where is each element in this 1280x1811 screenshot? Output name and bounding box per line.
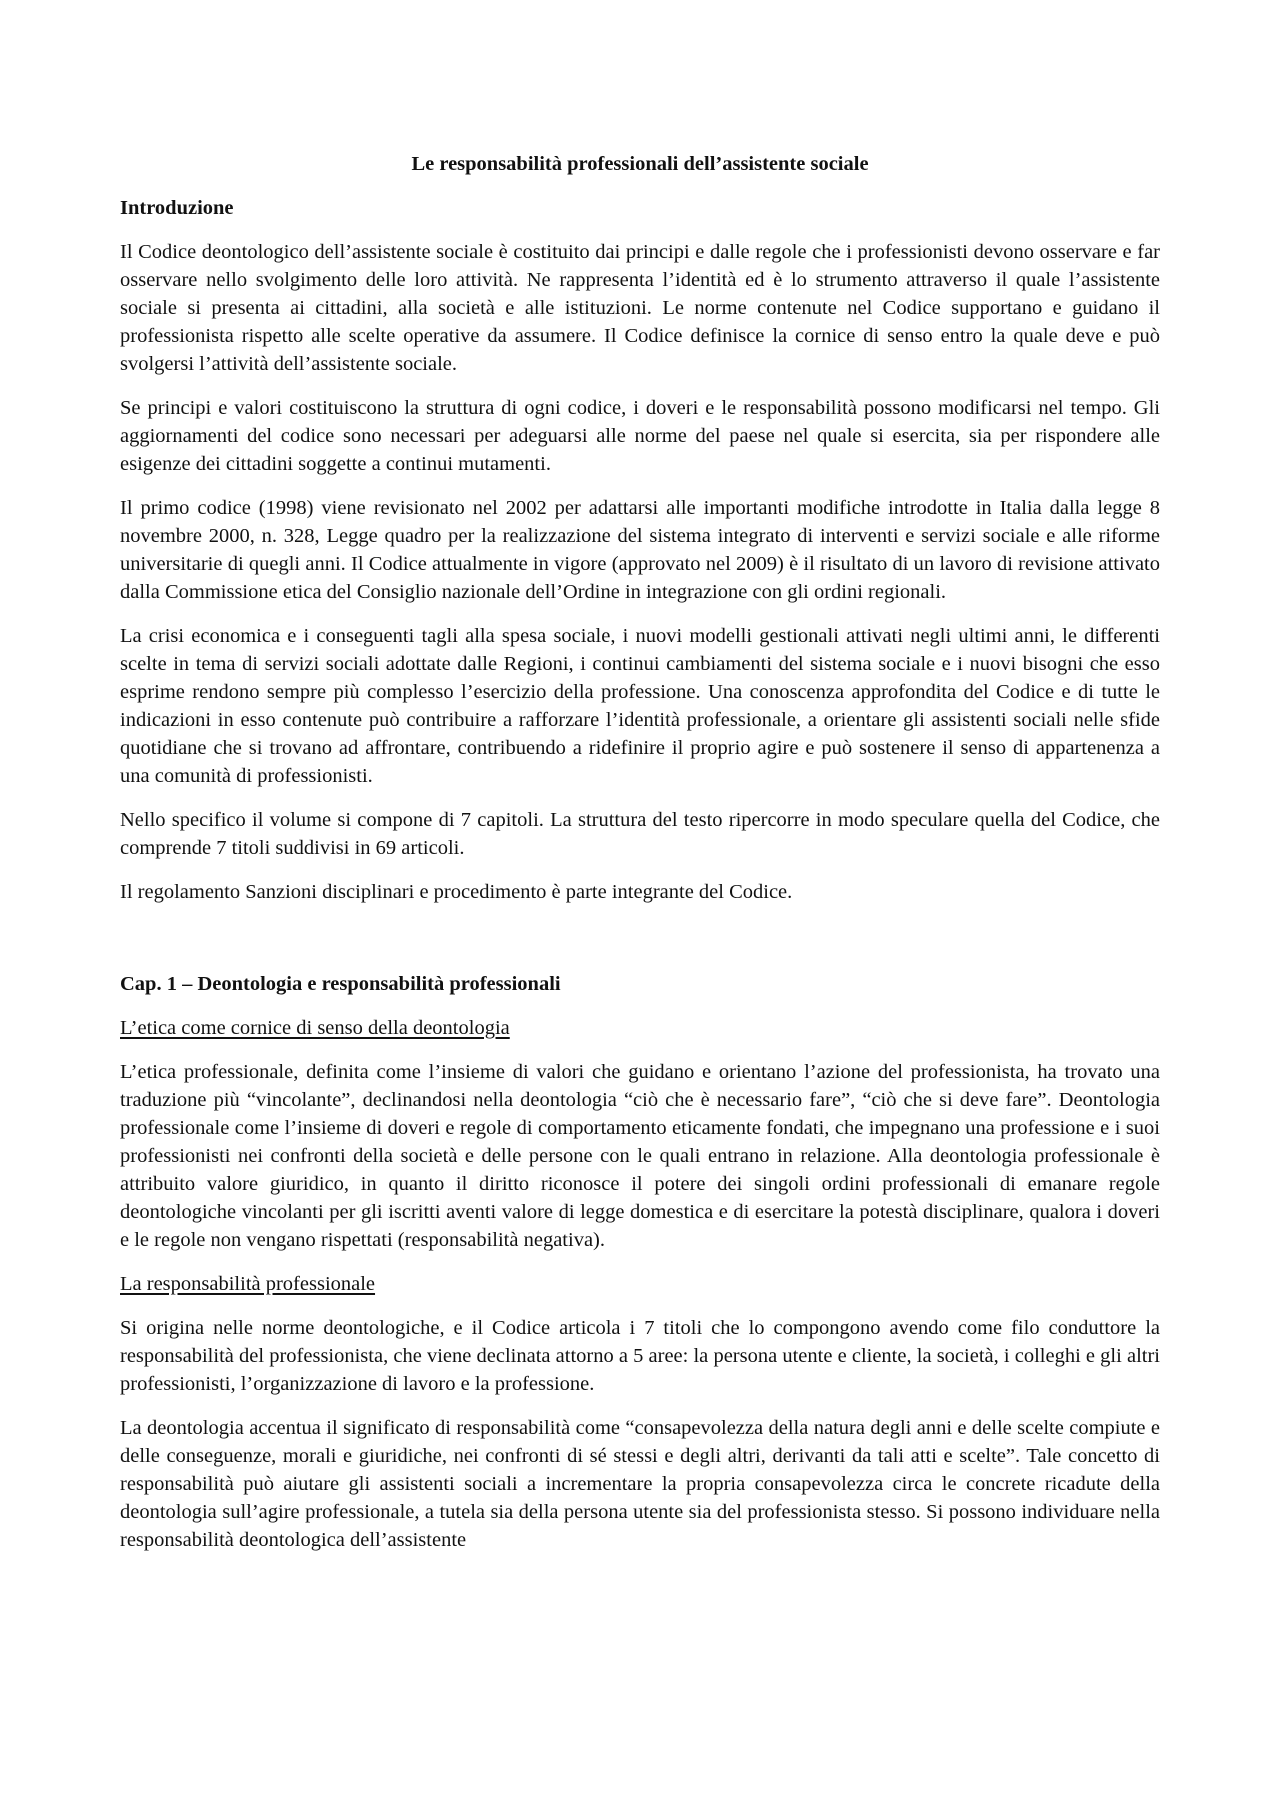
section-responsibility-paragraph-1: Si origina nelle norme deontologiche, e il Codice articola i 7 titoli che lo compongono avendo come filo conduttore la responsabilità del professionista, che viene declinata attorno a 5 aree: la persona utente e cliente, la società, i colleghi e gli altri professionisti, l’organizzazione di lavoro e la professione. bbox=[120, 1317, 1160, 1395]
document-title: Le responsabilità professionali dell’assistente sociale bbox=[411, 153, 869, 175]
intro-paragraph-3: Il primo codice (1998) viene revisionato nel 2002 per adattarsi alle importanti modifiche introdotte in Italia dalla legge 8 novembre 2000, n. 328, Legge quadro per la realizzazione del sistema integrato di interventi e servizi sociale e alle riforme universitarie di quegli anni. Il Codice attualmente in vigore (approvato nel 2009) è il risultato di un lavoro di revisione attivato dalla Commissione etica del Consiglio nazionale dell’Ordine in integrazione con gli ordini regionali. bbox=[120, 497, 1160, 603]
intro-heading: Introduzione bbox=[120, 197, 234, 219]
intro-paragraph-6: Il regolamento Sanzioni disciplinari e procedimento è parte integrante del Codice. bbox=[120, 881, 793, 903]
section-heading-responsibility: La responsabilità professionale bbox=[120, 1273, 376, 1295]
intro-paragraph-2: Se principi e valori costituiscono la struttura di ogni codice, i doveri e le responsabilità possono modificarsi nel tempo. Gli aggiornamenti del codice sono necessari per adeguarsi alle norme del paese nel quale si esercita, sia per rispondere alle esigenze dei cittadini soggette a continui mutamenti. bbox=[120, 397, 1160, 475]
intro-paragraph-1: Il Codice deontologico dell’assistente sociale è costituito dai principi e dalle regole che i professionisti devono osservare e far osservare nello svolgimento delle loro attività. Ne rappresenta l’identità ed è lo strumento attraverso il quale l’assistente sociale si presenta ai cittadini, alla società e alle istituzioni. Le norme contenute nel Codice supportano e guidano il professionista rispetto alle scelte operative da assumere. Il Codice definisce la cornice di senso entro la quale deve e può svolgersi l’attività dell’assistente sociale. bbox=[120, 241, 1160, 375]
chapter-heading: Cap. 1 – Deontologia e responsabilità professionali bbox=[120, 973, 561, 995]
section-ethics-paragraph: L’etica professionale, definita come l’insieme di valori che guidano e orientano l’azione del professionista, ha trovato una traduzione più “vincolante”, declinandosi nella deontologia “ciò che è necessario fare”, “ciò che si deve fare”. Deontologia professionale come l’insieme di doveri e regole di comportamento eticamente fondati, che impegnano una professione e i suoi professionisti nei confronti della società e delle persone con le quali entrano in relazione. Alla deontologia professionale è attribuito valore giuridico, in quanto il diritto riconosce il potere dei singoli ordini professionali di emanare regole deontologiche vincolanti per gli iscritti aventi valore di legge domestica e di esercitare la potestà disciplinare, qualora i doveri e le regole non vengano rispettati (responsabilità negativa). bbox=[120, 1061, 1160, 1251]
section-responsibility-paragraph-2: La deontologia accentua il significato di responsabilità come “consapevolezza della natura degli anni e delle scelte compiute e delle conseguenze, morali e giuridiche, nei confronti di sé stessi e degli altri, derivanti da tali atti e scelte”. Tale concetto di responsabilità può aiutare gli assistenti sociali a incrementare la propria consapevolezza circa le concrete ricadute della deontologia sull’agire professionale, a tutela sia della persona utente sia del professionista stesso. Si possono individuare nella responsabilità deontologica dell’assistente bbox=[120, 1417, 1160, 1551]
intro-paragraph-4: La crisi economica e i conseguenti tagli alla spesa sociale, i nuovi modelli gestionali attivati negli ultimi anni, le differenti scelte in tema di servizi sociali adottate dalle Regioni, i continui cambiamenti del sistema sociale e i nuovi bisogni che esso esprime rendono sempre più complesso l’esercizio della professione. Una conoscenza approfondita del Codice e di tutte le indicazioni in esso contenute può contribuire a rafforzare l’identità professionale, a orientare gli assistenti sociali nelle sfide quotidiane che si trovano ad affrontare, contribuendo a ridefinire il proprio agire e può sostenere il senso di appartenenza a una comunità di professionisti. bbox=[120, 625, 1160, 787]
section-heading-ethics: L’etica come cornice di senso della deontologia bbox=[120, 1017, 510, 1039]
intro-paragraph-5: Nello specifico il volume si compone di 7 capitoli. La struttura del testo ripercorre in modo speculare quella del Codice, che comprende 7 titoli suddivisi in 69 articoli. bbox=[120, 809, 1160, 859]
document-content bbox=[120, 150, 1160, 1570]
